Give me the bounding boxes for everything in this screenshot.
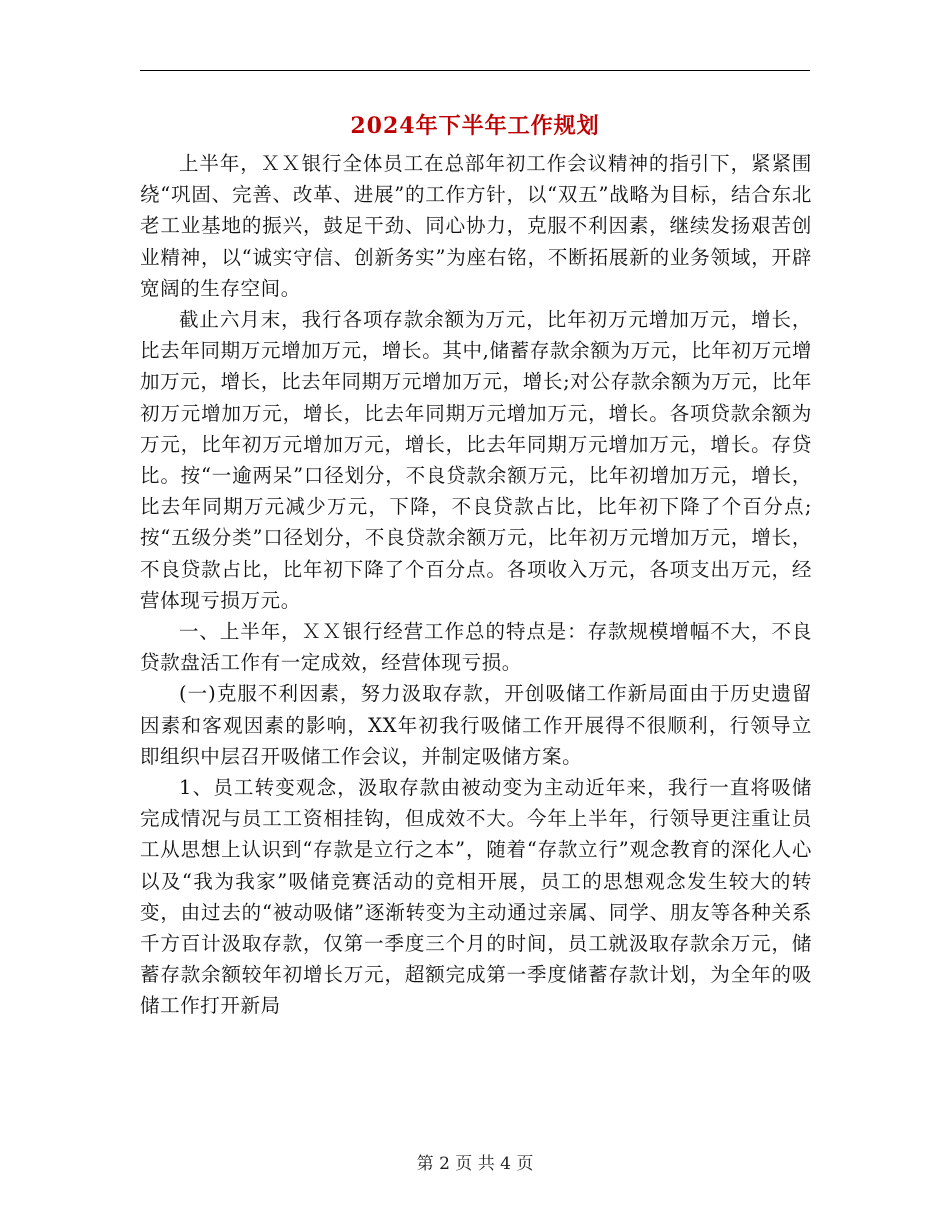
- document-title: 2024年下半年工作规划: [350, 113, 600, 139]
- header-rule: [140, 70, 810, 71]
- document-body: [140, 148, 812, 1022]
- paragraph-intro: 上半年，ＸＸ银行全体员工在总部年初工作会议精神的指引下，紧紧围绕“巩固、完善、改革、进展”的工作方针，以“双五”战略为目标，结合东北老工业基地的振兴，鼓足干劲、同心协力，克服不利因素，继续发扬艰苦创业精神，以“诚实守信、创新务实”为座右铭，不断拓展新的业务领域，开辟宽阔的生存空间。: [140, 152, 812, 300]
- paragraph-section-one: 一、上半年，ＸＸ银行经营工作总的特点是：存款规模增幅不大，不良贷款盘活工作有一定成效，经营体现亏损。: [140, 620, 812, 675]
- paragraph-item-one: 1、员工转变观念，汲取存款由被动变为主动近年来，我行一直将吸储完成情况与员工工资相挂钩，但成效不大。今年上半年，行领导更注重让员工从思想上认识到“存款是立行之本”，随着“存款立行”观念教育的深化人心以及“我为我家”吸储竞赛活动的竞相开展，员工的思想观念发生较大的转变，由过去的“被动吸储”逐渐转变为主动通过亲属、同学、朋友等各种关系千方百计汲取存款，仅第一季度三个月的时间，员工就汲取存款余万元，储蓄存款余额较年初增长万元，超额完成第一季度储蓄存款计划，为全年的吸储工作打开新局: [140, 776, 812, 1018]
- paragraph-subsection-one: (一)克服不利因素，努力汲取存款，开创吸储工作新局面由于历史遗留因素和客观因素的影响，XX年初我行吸储工作开展得不很顺利，行领导立即组织中层召开吸储工作会议，并制定吸储方案。: [140, 682, 812, 768]
- paragraph-financial-figures: 截止六月末，我行各项存款余额为万元，比年初万元增加万元，增长，比去年同期万元增加万元，增长。其中,储蓄存款余额为万元，比年初万元增加万元，增长，比去年同期万元增加万元，增长;对公存款余额为万元，比年初万元增加万元，增长，比去年同期万元增加万元，增长。各项贷款余额为万元，比年初万元增加万元，增长，比去年同期万元增加万元，增长。存贷比。按“一逾两呆”口径划分，不良贷款余额万元，比年初增加万元，增长，比去年同期万元减少万元，下降，不良贷款占比，比年初下降了个百分点;按“五级分类”口径划分，不良贷款余额万元，比年初万元增加万元，增长，不良贷款占比，比年初下降了个百分点。各项收入万元，各项支出万元，经营体现亏损万元。: [140, 308, 812, 612]
- page-number: 第 2 页 共 4 页: [416, 1154, 534, 1174]
